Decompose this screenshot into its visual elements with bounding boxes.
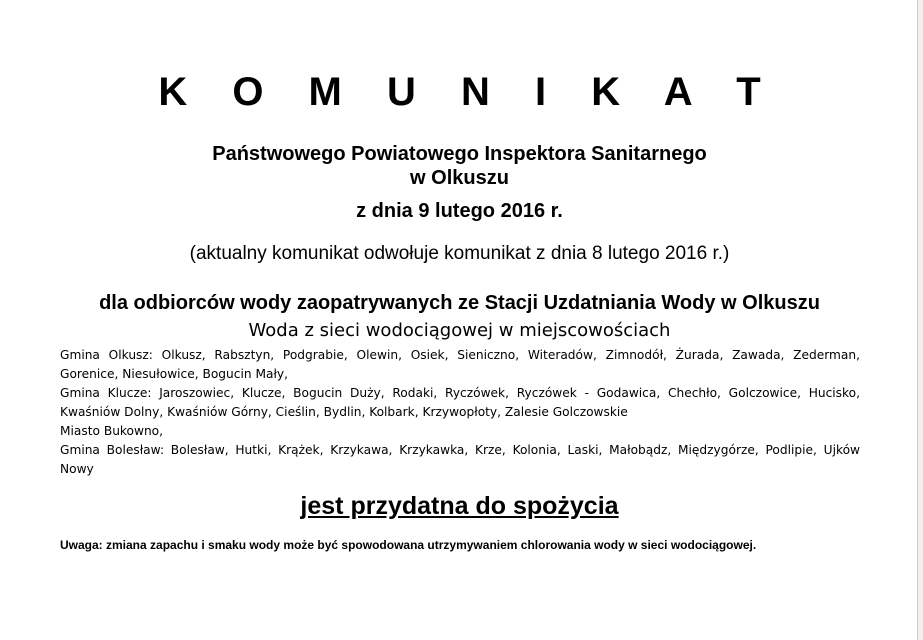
verdict: jest przydatna do spożycia bbox=[300, 492, 619, 520]
issuer-line-1: Państwowego Powiatowego Inspektora Sanitarnego bbox=[212, 143, 707, 165]
warning-note: Uwaga: zmiana zapachu i smaku wody może być spowodowana utrzymywaniem chlorowania wody w sieci wodociągowej. bbox=[60, 538, 757, 552]
document-page bbox=[58, 0, 861, 640]
water-intro: Woda z sieci wodociągowej w miejscowościach bbox=[248, 320, 671, 341]
locality-paragraph: Miasto Bukowno, bbox=[60, 424, 164, 438]
issue-date: z dnia 9 lutego 2016 r. bbox=[356, 200, 563, 222]
document-heading: K O M U N I K A T bbox=[158, 70, 778, 114]
locality-paragraph: Gmina Bolesław: Bolesław, Hutki, Krążek, Krzykawa, Krzykawka, Krze, Kolonia, Laski, Małobądz, Międzygórze, Podlipie, Ujków Nowy bbox=[60, 443, 860, 476]
localities-list bbox=[60, 346, 860, 479]
window-edge bbox=[917, 0, 923, 640]
issuer-block bbox=[58, 142, 861, 190]
locality-paragraph: Gmina Olkusz: Olkusz, Rabsztyn, Podgrabie, Olewin, Osiek, Sieniczno, Witeradów, Zimnodół, Żurada, Zawada, Zederman, Gorenice, Niesułowice, Bogucin Mały, bbox=[60, 348, 860, 381]
issuer-line-2: w Olkuszu bbox=[410, 167, 509, 189]
locality-paragraph: Gmina Klucze: Jaroszowiec, Klucze, Bogucin Duży, Rodaki, Ryczówek, Ryczówek - Godawica, Chechło, Golczowice, Hucisko, Kwaśniów Dolny, Kwaśniów Górny, Cieślin, Bydlin, Kolbark, Krzywopłoty, Zalesie Golczowskie bbox=[60, 386, 860, 419]
recipients-line: dla odbiorców wody zaopatrywanych ze Stacji Uzdatniania Wody w Olkuszu bbox=[99, 292, 820, 314]
revocation-note: (aktualny komunikat odwołuje komunikat z dnia 8 lutego 2016 r.) bbox=[189, 243, 730, 264]
